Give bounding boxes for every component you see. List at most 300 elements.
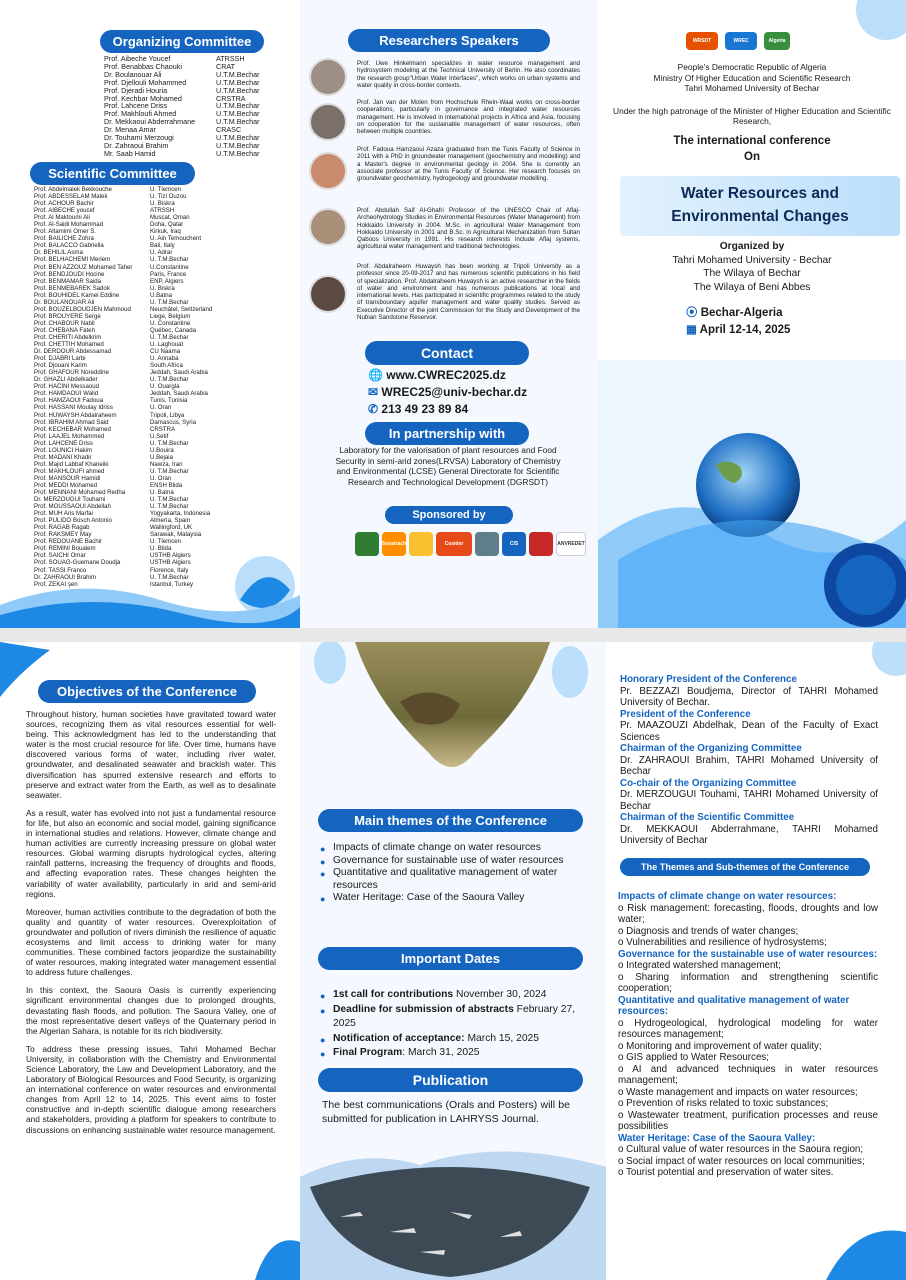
- member-name: Dr. Menaa Amar: [104, 125, 156, 135]
- themes-panel: [300, 642, 606, 1280]
- committee-member: [34, 510, 234, 517]
- theme-item: ● Governance for sustainable use of water resources: [320, 855, 570, 868]
- committee-member: [34, 214, 234, 221]
- circle-bullet-icon: o: [618, 960, 627, 971]
- contact-website[interactable]: [368, 367, 527, 384]
- objectives-paragraph: Throughout history, human societies have gravitated toward water sources, recognizing them as vital resources essential for well-being. This acknowledgment has led to the understanding that water is the most crucial resource for life. Over time, humans have discovered various forms of water, including river water, groundwater, and desalinated seawater and brackish water. This diversification has spurred extensive research and efforts to preserve and extract water from the Earth, as well as to desalinate seawater.: [26, 709, 276, 800]
- member-affiliation: ATRSSH: [216, 54, 245, 63]
- member-name: Prof. HACINI Messaoud: [34, 383, 100, 391]
- member-name: Prof. REDOUANE Bachir: [34, 538, 103, 546]
- circle-bullet-icon: o: [618, 1155, 627, 1167]
- member-affiliation: Kirkuk, Iraq: [150, 228, 181, 236]
- member-affiliation: Damascus, Syria: [150, 418, 197, 426]
- member-affiliation: U. Ouargla: [150, 383, 180, 391]
- circle-bullet-icon: o: [618, 1098, 627, 1109]
- member-name: Prof. HUWAYSH Abdalraheem: [34, 411, 117, 419]
- subtheme-item: [618, 903, 878, 926]
- committee-member: [34, 278, 234, 285]
- member-name: Dr. Touhami Merzougi: [104, 133, 174, 143]
- subtheme-item: [618, 1098, 878, 1110]
- speaker-bio: Prof. Abdullah Saif Al-Ghafri Professor of the UNESCO Chair of Aflaj-Archeohydrology Studies in Environmental Resources (Water Management) from Hokkaido University in 2004. M.Sc. in agricultural Water Management from Hokkaido University in 2001 and B.Sc. in Agricultural Mechanization from Sultan Qaboos University in 1991. His research interests include Aflaj systems, agricultural water management and traditional technologies.: [357, 207, 580, 251]
- committee-member: [34, 228, 234, 235]
- subtheme-item: [618, 1064, 878, 1087]
- committee-member: [34, 412, 234, 419]
- committee-member: [34, 355, 234, 362]
- wrec-logo-icon: WREC: [725, 32, 757, 50]
- member-name: Prof. BELHACHEMI Meriem: [34, 256, 111, 264]
- member-affiliation: U.T.M.Bechar: [216, 117, 260, 127]
- member-name: Dr. DERDOUR Abdessamad: [34, 348, 112, 356]
- member-name: Prof. BENDJOUDI Hocine: [34, 270, 105, 278]
- location-text: Bechar-Algeria: [700, 307, 783, 319]
- subtheme-heading: Impacts of climate change on water resources:: [618, 891, 837, 902]
- member-name: Prof. Lahcene Driss: [104, 101, 168, 111]
- member-name: Dr. Mekkaoui Abderrahmane: [104, 117, 196, 127]
- committee-member: [34, 193, 234, 200]
- member-name: Prof. BAILICHE Zohra: [34, 235, 94, 243]
- member-name: Prof. DJABRI Larbi: [34, 355, 86, 363]
- committee-member: [34, 503, 234, 510]
- member-affiliation: U. Biskra: [150, 200, 175, 208]
- speaker-bio: Prof. Fadoua Hamzaoui Azaza graduated from the Tunis Faculty of Science in 2011 with a PhD in groundwater management (geochemistry and modelling) and a Master's degree in environmental geology in 2004. She is currently an associate professor at the Tunis Faculty of Science. Her research focuses on groundwater geochemistry, hydrogeology and groundwater modelling.: [357, 146, 580, 182]
- date-item: [320, 1046, 580, 1061]
- committee-member: [34, 397, 234, 404]
- member-affiliation: U. Oran: [150, 474, 172, 482]
- member-name: Prof. MUH Aris Marfai: [34, 510, 93, 518]
- date-label: Deadline for submission of abstracts: [333, 1003, 514, 1015]
- organizing-committee-list: [104, 55, 274, 158]
- title-line: Water Resources and: [681, 185, 839, 202]
- member-affiliation: U.Setif: [150, 432, 169, 440]
- committee-member: [34, 320, 234, 327]
- sponsor-logos: [355, 532, 589, 556]
- member-affiliation: Bali, Italy: [150, 242, 175, 250]
- wrsdt-logo-icon: WRSDT: [686, 32, 718, 50]
- themes-list: [320, 842, 570, 905]
- committee-member: [34, 327, 234, 334]
- phone-text[interactable]: 213 49 23 89 84: [381, 402, 469, 416]
- cover-panel: [598, 0, 906, 628]
- sponsor-logo-icon: CIS: [502, 532, 526, 556]
- on-text: On: [744, 151, 760, 163]
- member-name: Prof. BENMAMAR Saida: [34, 277, 102, 285]
- member-affiliation: Neuchâtel, Switzerland: [150, 305, 213, 313]
- water-drop-icon: [235, 1232, 300, 1280]
- researchers-heading: Researchers Speakers: [348, 29, 550, 52]
- member-affiliation: U. T.M.Bechar: [150, 298, 189, 306]
- committees-panel: [0, 0, 300, 628]
- committee-member: [34, 242, 234, 249]
- contact-email[interactable]: [368, 384, 527, 401]
- event-meta: [686, 305, 790, 339]
- committee-member: [34, 221, 234, 228]
- member-affiliation: U.Bejaia: [150, 453, 174, 461]
- member-affiliation: U.T.M.Bechar: [216, 133, 260, 143]
- member-name: Prof. CHEBANA Fateh: [34, 326, 95, 334]
- committee-member: [34, 390, 234, 397]
- subtheme-text: Wastewater treatment, purification processes and reuse possibilities: [618, 1109, 879, 1132]
- member-affiliation: CRSTRA: [216, 93, 246, 103]
- circle-bullet-icon: o: [618, 1052, 627, 1063]
- committee-member: [34, 186, 234, 193]
- sponsor-logo-icon: [355, 532, 379, 556]
- member-affiliation: South Africa: [150, 362, 183, 370]
- member-affiliation: CRSTRA: [150, 425, 176, 433]
- scientific-committee-list: [34, 186, 234, 588]
- member-name: Prof. PULIDO Bosch Antonio: [34, 517, 112, 525]
- official-role: Chairman of the Scientific Committee: [620, 812, 795, 823]
- theme-item: ● Quantitative and qualitative management of water resources: [320, 867, 570, 892]
- date-value: February 27, 2025: [333, 1003, 576, 1029]
- subtheme-text: Integrated watershed management;: [626, 960, 781, 971]
- location-pin-icon: ⦿: [686, 307, 698, 319]
- officials-panel: [606, 642, 906, 1280]
- dates-list: [320, 988, 580, 1061]
- member-name: Prof. MANSOUR Hamidi: [34, 474, 101, 482]
- subtheme-item: [618, 960, 878, 972]
- date-item: [320, 1032, 580, 1047]
- objectives-paragraph: Moreover, human activities contribute to the degradation of both the quality and quantity of water resources. Overexploitation of groundwater and pollution of rivers diminish the resilience of aquatic ecosystems and limit access to drinking water for many communities. These combined factors jeopardize the sustainability of water resources, making integrated water management essential to address future challenges.: [26, 906, 276, 978]
- member-name: Prof. HAMDAOUI Walid: [34, 390, 99, 398]
- subtheme-text: Cultural value of water resources in the Saoura region;: [626, 1144, 864, 1155]
- speaker-bio: Prof. Abdalraheem Huwaysh has been working at Tripoli University as a professor since 20-09-2017 and has numerous scientific publications in his field of specialization. Prof. Abdalraheem Huwaysh is an active researcher in the fields of water and environment and has numerous publications at local and international levels. Has participated in scientific programmes related to the study of transboundary aquifer management and water quality studies. Served as Executive Director of the joint Commission for the Study and Development of the Nubian Sandstone Reservoir.: [357, 263, 580, 321]
- committee-member: [34, 369, 234, 376]
- sponsor-logo-icon: Sonatrach: [382, 532, 406, 556]
- member-name: Prof. LOUNICI Hakim: [34, 446, 93, 454]
- member-name: Prof. Abdelmalek Bekkouche: [34, 186, 112, 193]
- member-affiliation: USTHB Algiers: [150, 552, 191, 560]
- subtheme-item: [618, 1018, 878, 1041]
- conference-intro: [598, 133, 906, 165]
- date-label: Notification of acceptance:: [333, 1032, 465, 1044]
- member-name: Prof. TASSI Franco: [34, 566, 87, 574]
- subtheme-text: Sharing information and strengthening scientific cooperation;: [618, 971, 879, 994]
- subtheme-text: AI and advanced techniques in water resources management;: [618, 1063, 878, 1086]
- circle-bullet-icon: o: [618, 1086, 627, 1098]
- member-affiliation: U.T.M.Bechar: [216, 140, 260, 150]
- member-name: Prof. Al Maktoumi Ali: [34, 214, 90, 222]
- member-affiliation: Sarawak, Malaysia: [150, 531, 202, 539]
- circle-bullet-icon: o: [618, 1144, 627, 1155]
- member-affiliation: U. Tlemcen: [150, 186, 182, 193]
- circle-bullet-icon: o: [618, 1167, 626, 1178]
- subtheme-text: Hydrogeological, hydrological modeling for water resources management;: [618, 1017, 878, 1040]
- objectives-paragraph: In this context, the Saoura Oasis is currently experiencing significant environmental changes due to prolonged droughts, devastating flash floods, and pollution. The Saoura Valley, one of the most representative desert valleys of the Quaternary period in the Algerian Sahara, is notable for its rich biodiversity.: [26, 985, 276, 1036]
- committee-member: [34, 404, 234, 411]
- committee-member: [34, 538, 234, 545]
- member-name: Prof. Benabbas Chaouki: [104, 61, 182, 71]
- member-affiliation: Yogyakarta, Indonesia: [150, 510, 211, 518]
- speaker-bio: Prof. Uwe Hinkelmann specializes in water resource management and hydrosystem modeling at the Technical University of Berlin. He also coordinates the research group"Urban Water Interfaces", which works on urban systems and water quality in cross-border contexts.: [357, 60, 580, 89]
- sponsor-logo-icon: ANVREDET: [556, 532, 586, 556]
- official-name: Dr. MERZOUGUI Touhami, TAHRI Mohamed University of Bechar: [620, 789, 878, 812]
- member-name: Dr. BOULANOUAR Ali: [34, 298, 95, 306]
- member-affiliation: CU Naama: [150, 348, 181, 356]
- member-affiliation: U.T.M.Bechar: [216, 77, 260, 87]
- speaker-photo: [309, 275, 347, 313]
- official-role: Co-chair of the Organizing Committee: [620, 777, 797, 789]
- date-value: March 15, 2025: [464, 1032, 540, 1044]
- committee-member: [34, 249, 234, 256]
- subtheme-item: [618, 1156, 878, 1168]
- member-name: Prof. CHETTIH Mohamed: [34, 341, 104, 349]
- member-name: Prof. Makhloufi Ahmed: [104, 109, 177, 119]
- circle-bullet-icon: o: [618, 1017, 635, 1029]
- contact-phone[interactable]: [368, 401, 527, 418]
- member-name: Prof. RAGAB Ragab: [34, 524, 90, 532]
- subtheme-item: [618, 937, 878, 949]
- member-name: Prof. LAAJEL Mohammed: [34, 432, 105, 440]
- sponsor-logo-icon: [529, 532, 553, 556]
- scientific-committee-heading: Scientific Committee: [30, 162, 195, 185]
- intl-text: The international conference: [673, 135, 831, 147]
- water-drop-icon: [846, 0, 906, 45]
- member-name: Prof. HASSANI Moulay Idriss: [34, 404, 113, 412]
- committee-member: [34, 376, 234, 383]
- member-affiliation: Tunis, Tunisia: [150, 397, 188, 405]
- committee-member: [34, 559, 234, 566]
- brochure-outside: [0, 0, 906, 628]
- sponsor-logo-icon: [475, 532, 499, 556]
- member-name: Prof. Kechbar Mohamed: [104, 93, 182, 103]
- subtheme-item: [618, 1041, 878, 1053]
- speaker-photo: [309, 103, 347, 141]
- member-affiliation: Nawza, Iran: [150, 460, 183, 468]
- subtheme-item: [618, 1167, 878, 1179]
- subtheme-heading: Water Heritage: Case of the Saoura Valley:: [618, 1132, 816, 1144]
- committee-member: [34, 552, 234, 559]
- objectives-text: [26, 709, 276, 1143]
- conference-title: [620, 176, 900, 236]
- member-affiliation: U.T.M.Bechar: [216, 109, 260, 119]
- date-item: [320, 1003, 580, 1032]
- member-name: Prof. Djellouli Mohammed: [104, 77, 187, 87]
- official-name: Pr. BEZZAZI Boudjema, Director of TAHRI Mohamed University of Bechar.: [620, 685, 878, 708]
- committee-member: [34, 341, 234, 348]
- sponsor-logo-icon: [409, 532, 433, 556]
- organizer-name: Tahri Mohamed University - Bechar: [672, 254, 832, 266]
- committee-member: [34, 299, 234, 306]
- date-label: Final Program: [333, 1047, 403, 1058]
- member-affiliation: U.T.M.Bechar: [216, 85, 260, 95]
- member-name: Dr. ZAHRAOUI Brahim: [34, 573, 96, 581]
- circle-bullet-icon: o: [618, 902, 628, 914]
- member-affiliation: U. Oran: [150, 404, 172, 412]
- committee-member: [104, 150, 274, 158]
- circle-bullet-icon: o: [618, 925, 627, 937]
- circle-bullet-icon: o: [618, 1063, 633, 1075]
- committee-member: [34, 383, 234, 390]
- publication-heading: Publication: [318, 1068, 583, 1092]
- brochure-inside: [0, 642, 906, 1280]
- subtheme-item: [618, 1052, 878, 1064]
- official-role: Honorary President of the Conference: [620, 674, 797, 685]
- member-name: Prof. ZEKAI şen: [34, 580, 78, 588]
- date-item: [320, 988, 580, 1003]
- member-name: Mr. Saab Hamid: [104, 148, 156, 158]
- subtheme-text: Vulnerabilities and resilience of hydrosystems;: [626, 937, 827, 948]
- member-name: Prof. Aibeche Youcef: [104, 54, 171, 63]
- member-affiliation: U. Tlemcen: [150, 538, 182, 546]
- member-affiliation: Jeddah, Saudi Arabia: [150, 390, 208, 398]
- subtheme-heading: Quantitative and qualitative management of water resources:: [618, 994, 850, 1017]
- committee-member: [34, 348, 234, 355]
- committee-member: [34, 256, 234, 263]
- committee-member: [34, 496, 234, 503]
- member-affiliation: U. Laghouat: [150, 341, 184, 349]
- committee-member: [34, 426, 234, 433]
- member-affiliation: U. T.M.Bechar: [150, 503, 189, 511]
- publication-text: The best communications (Orals and Posters) will be submitted for publication in LAHRYSS Journal.: [322, 1099, 570, 1126]
- committee-member: [34, 545, 234, 552]
- member-affiliation: U.Bouira: [150, 446, 174, 454]
- earth-water-illustration-icon: [598, 360, 906, 628]
- committee-member: [34, 313, 234, 320]
- member-affiliation: CRASC: [216, 125, 242, 135]
- member-affiliation: U. T.M.Bechar: [150, 376, 189, 384]
- sponsored-heading: Sponsored by: [385, 506, 513, 524]
- subtheme-text: Waste management and impacts on water resources;: [626, 1086, 858, 1098]
- committee-member: [34, 531, 234, 538]
- partnership-heading: In partnership with: [365, 422, 529, 445]
- subtheme-item: [618, 1110, 878, 1133]
- email-text[interactable]: WREC25@univ-bechar.dz: [381, 385, 528, 399]
- circle-bullet-icon: o: [618, 937, 627, 948]
- member-affiliation: U. T.M.Bechar: [150, 256, 189, 264]
- wave-decoration-icon: [826, 1212, 906, 1280]
- subtheme-item: [618, 1087, 878, 1099]
- circle-bullet-icon: o: [618, 971, 636, 983]
- member-name: Prof. Majid Labbaf Khaneiki: [34, 460, 109, 468]
- committee-member: [34, 440, 234, 447]
- member-affiliation: U.T.M.Bechar: [216, 69, 260, 79]
- member-affiliation: U.T.M.Bechar: [216, 101, 260, 111]
- themes-heading: Main themes of the Conference: [318, 809, 583, 832]
- sheet-separator: [0, 628, 906, 642]
- member-name: Prof. CHERITI Abdelkrim: [34, 333, 102, 341]
- member-affiliation: U. Adrar: [150, 249, 173, 257]
- subtheme-item: [618, 972, 878, 995]
- subtheme-text: Monitoring and improvement of water quality;: [626, 1040, 822, 1052]
- committee-member: [34, 334, 234, 341]
- speaker-photo: [309, 208, 347, 246]
- member-name: Dr. Zahraoui Brahim: [104, 140, 169, 150]
- subtheme-text: Prevention of risks related to toxic substances;: [626, 1098, 829, 1109]
- member-affiliation: U.Batna: [150, 291, 173, 299]
- member-affiliation: USTHB Algiers: [150, 559, 191, 567]
- subtheme-heading: Governance for the sustainable use of water resources:: [618, 948, 878, 960]
- subtheme-text: Tourist potential and preservation of water sites.: [626, 1167, 834, 1178]
- official-name: Dr. ZAHRAOUI Brahim, TAHRI Mohamed University of Bechar: [620, 754, 878, 777]
- committee-member: [34, 285, 234, 292]
- dates-text: April 12-14, 2025: [699, 324, 791, 336]
- organized-by-label: Organized by: [719, 241, 785, 252]
- cover-header: [598, 62, 906, 127]
- member-name: Prof. BENMEBAREK Sadok: [34, 284, 110, 292]
- organizer-name: The Wilaya of Beni Abbes: [693, 281, 811, 293]
- member-name: Prof. SOUAG-Guemane Doudja: [34, 559, 121, 567]
- theme-item: ● Water Heritage: Case of the Saoura Valley: [320, 892, 570, 905]
- member-name: Prof. BALACCO Gabriella: [34, 242, 104, 250]
- committee-member: [34, 207, 234, 214]
- speaker-photo: [309, 152, 347, 190]
- subthemes-heading: The Themes and Sub-themes of the Conference: [620, 858, 870, 876]
- member-affiliation: CRAT: [216, 61, 236, 71]
- member-name: Prof. Al-Saidi Mohammad: [34, 221, 104, 229]
- committee-member: [34, 419, 234, 426]
- committee-member: [34, 292, 234, 299]
- theme-item: ● Impacts of climate change on water resources: [320, 842, 570, 855]
- member-affiliation: Wallingford, UK: [150, 524, 193, 532]
- member-name: Prof. Djeradi Houria: [104, 85, 168, 95]
- member-affiliation: Liege, Belgium: [150, 312, 191, 320]
- committee-member: [34, 362, 234, 369]
- member-name: Prof. KECHEBAR Mohamed: [34, 425, 111, 433]
- member-name: Prof. MEDDI Mohamed: [34, 481, 97, 489]
- sponsor-logo-icon: Cosider: [436, 532, 472, 556]
- dates-heading: Important Dates: [318, 947, 583, 970]
- organizing-committee-heading: Organizing Committee: [100, 30, 264, 53]
- member-affiliation: U. T.M.Bechar: [150, 573, 189, 581]
- objectives-panel: [0, 642, 300, 1280]
- member-name: Dr. GHAZLI Abdelkader: [34, 376, 98, 384]
- committee-member: [34, 235, 234, 242]
- university-text: Tahri Mohamed University of Bechar: [684, 83, 820, 93]
- member-name: Dr. Boulanouar Ali: [104, 69, 162, 79]
- organizers: [618, 240, 886, 294]
- member-name: Prof. MENNANI Mohamed Redha: [34, 489, 126, 497]
- speaker-bio: Prof. Jan van der Molen from Hochschule Rhein-Waal works on cross-border cooperations, particularly in governance and integrated water resources management. He is involved in international projects in Africa and Asia, focusing on cooperation for the sustainable management of water resources, often between multiple countries.: [357, 99, 580, 135]
- date-value: November 30, 2024: [453, 989, 547, 1000]
- globe-icon: 🌐: [368, 368, 383, 382]
- algeria-logo-icon: Algeria: [764, 32, 790, 50]
- member-affiliation: U.T.M.Bechar: [216, 148, 260, 158]
- date-value: : March 31, 2025: [402, 1047, 480, 1058]
- committee-member: [34, 454, 234, 461]
- member-affiliation: U. Ain Temouchent: [150, 235, 202, 243]
- member-affiliation: Florence, Italy: [150, 566, 189, 574]
- committee-member: [34, 489, 234, 496]
- website-text[interactable]: www.CWREC2025.dz: [386, 368, 506, 382]
- email-icon: ✉: [368, 385, 379, 399]
- official-name: Dr. MEKKAOUI Abderrahmane, TAHRI Mohamed University of Bechar: [620, 823, 878, 846]
- member-name: Prof. MAKHLOUFI ahmed: [34, 467, 105, 475]
- member-affiliation: Almería, Spain: [150, 517, 190, 525]
- member-name: Prof. RAKSMEY May: [34, 531, 92, 539]
- subtheme-item: [618, 926, 878, 938]
- member-affiliation: Paris, France: [150, 270, 187, 278]
- officials-list: [620, 674, 878, 847]
- calendar-icon: ▦: [686, 324, 697, 336]
- subtheme-text: Social impact of water resources on local communities;: [626, 1155, 865, 1167]
- objectives-heading: Objectives of the Conference: [38, 680, 256, 703]
- member-name: Prof. IBRAHIM Ahmad Said: [34, 418, 109, 426]
- member-affiliation: Doha, Qatar: [150, 221, 184, 229]
- member-name: Prof. HAMZAOUI Fadoua: [34, 397, 104, 405]
- member-affiliation: ATRSSH: [150, 207, 175, 215]
- member-name: Prof. Djouani Karim: [34, 362, 87, 370]
- member-affiliation: Tripoli, Libya: [150, 411, 185, 419]
- water-drop-icon: [851, 642, 906, 682]
- committee-member: [34, 306, 234, 313]
- member-affiliation: U. Blida: [150, 545, 172, 553]
- contact-block: [368, 367, 527, 418]
- committee-member: [34, 482, 234, 489]
- member-affiliation: U. Annaba: [150, 355, 179, 363]
- circle-bullet-icon: o: [618, 1040, 627, 1052]
- committee-member: [34, 271, 234, 278]
- subtheme-text: Risk management: forecasting, floods, droughts and low water;: [618, 902, 878, 925]
